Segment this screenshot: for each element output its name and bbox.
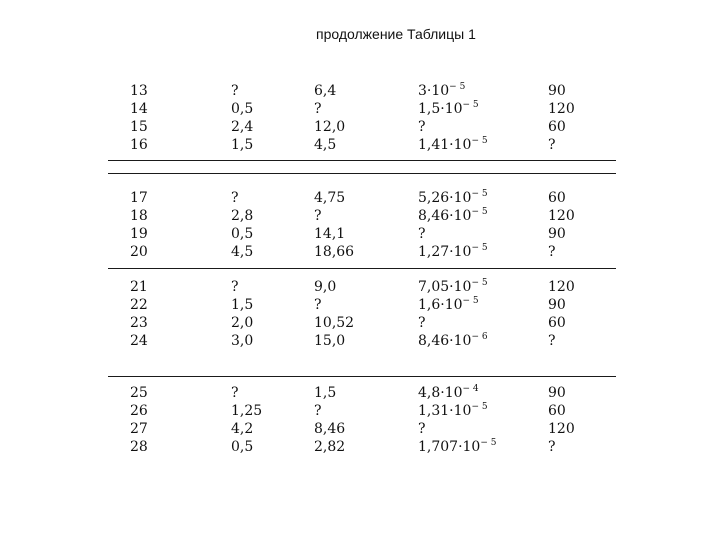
col-b-value: ? — [314, 208, 322, 224]
col-d-value: 60 — [548, 315, 566, 331]
table-row — [0, 315, 720, 332]
table-divider — [108, 376, 616, 377]
col-d-value: 90 — [548, 226, 566, 242]
col-c-base: ? — [418, 315, 426, 331]
col-c-exponent: − 5 — [471, 402, 488, 412]
col-c-exponent: − 5 — [480, 438, 497, 448]
table-row — [0, 137, 720, 154]
row-number: 18 — [130, 208, 148, 224]
col-c-value — [418, 333, 488, 350]
col-b-value: ? — [314, 101, 322, 117]
table-row — [0, 101, 720, 118]
table-row — [0, 208, 720, 225]
row-number: 16 — [130, 137, 148, 153]
col-b-value: 10,52 — [314, 315, 355, 331]
col-b-value: ? — [314, 403, 322, 419]
col-d-value: 90 — [548, 385, 566, 401]
col-a-value: 4,2 — [231, 421, 254, 437]
col-d-value: 120 — [548, 208, 575, 224]
row-number: 26 — [130, 403, 148, 419]
table-divider — [108, 173, 616, 174]
col-d-value: ? — [548, 244, 556, 260]
col-b-value: 12,0 — [314, 119, 346, 135]
col-a-value: 1,25 — [231, 403, 263, 419]
col-c-value — [418, 101, 479, 118]
col-c-base: 1,41·10 — [418, 137, 472, 153]
table-row — [0, 83, 720, 100]
col-c-value — [418, 421, 426, 438]
col-c-base: 5,26·10 — [418, 190, 472, 206]
col-c-value — [418, 279, 488, 296]
col-a-value: ? — [231, 190, 239, 206]
col-d-value: 120 — [548, 279, 575, 295]
col-c-value — [418, 119, 426, 136]
col-d-value: ? — [548, 439, 556, 455]
col-a-value: 2,8 — [231, 208, 254, 224]
row-number: 14 — [130, 101, 148, 117]
table-row — [0, 403, 720, 420]
col-b-value: 9,0 — [314, 279, 337, 295]
col-a-value: ? — [231, 385, 239, 401]
col-d-value: 90 — [548, 297, 566, 313]
row-number: 20 — [130, 244, 148, 260]
col-b-value: 2,82 — [314, 439, 346, 455]
col-c-exponent: − 5 — [471, 278, 488, 288]
table-row — [0, 333, 720, 350]
col-c-exponent: − 5 — [462, 296, 479, 306]
col-c-base: 1,5·10 — [418, 101, 463, 117]
row-number: 24 — [130, 333, 148, 349]
row-number: 19 — [130, 226, 148, 242]
col-b-value: 18,66 — [314, 244, 355, 260]
table-divider — [108, 268, 616, 269]
col-b-value: 6,4 — [314, 83, 337, 99]
col-b-value: 1,5 — [314, 385, 337, 401]
table-row — [0, 226, 720, 243]
table-row — [0, 244, 720, 261]
col-a-value: 1,5 — [231, 137, 254, 153]
col-c-exponent: − 5 — [462, 100, 479, 110]
col-a-value: ? — [231, 279, 239, 295]
table-row — [0, 421, 720, 438]
col-c-exponent: − 4 — [462, 384, 479, 394]
table-row — [0, 190, 720, 207]
col-c-value — [418, 137, 488, 154]
col-c-value — [418, 83, 465, 100]
col-d-value: 60 — [548, 119, 566, 135]
col-b-value: 4,5 — [314, 137, 337, 153]
table-row — [0, 119, 720, 136]
col-c-value — [418, 385, 479, 402]
row-number: 28 — [130, 439, 148, 455]
row-number: 21 — [130, 279, 148, 295]
col-c-base: 1,31·10 — [418, 403, 472, 419]
col-d-value: 120 — [548, 101, 575, 117]
table-row — [0, 385, 720, 402]
col-a-value: 0,5 — [231, 101, 254, 117]
col-b-value: ? — [314, 297, 322, 313]
col-b-value: 15,0 — [314, 333, 346, 349]
col-c-base: 4,8·10 — [418, 385, 463, 401]
row-number: 25 — [130, 385, 148, 401]
col-c-base: 8,46·10 — [418, 333, 472, 349]
row-number: 22 — [130, 297, 148, 313]
col-c-exponent: − 5 — [471, 243, 488, 253]
col-c-exponent: − 5 — [471, 189, 488, 199]
col-d-value: 90 — [548, 83, 566, 99]
col-d-value: ? — [548, 137, 556, 153]
col-c-value — [418, 297, 479, 314]
col-c-value — [418, 190, 488, 207]
col-a-value: ? — [231, 83, 239, 99]
col-c-base: 1,707·10 — [418, 439, 481, 455]
table-row — [0, 439, 720, 456]
col-d-value: ? — [548, 333, 556, 349]
col-c-base: 7,05·10 — [418, 279, 472, 295]
col-c-base: ? — [418, 119, 426, 135]
col-d-value: 120 — [548, 421, 575, 437]
table-caption: продолжение Таблицы 1 — [316, 26, 476, 42]
table-row — [0, 297, 720, 314]
col-a-value: 2,4 — [231, 119, 254, 135]
col-a-value: 0,5 — [231, 226, 254, 242]
col-c-base: ? — [418, 421, 426, 437]
table-divider — [108, 160, 616, 161]
col-c-value — [418, 403, 488, 420]
row-number: 17 — [130, 190, 148, 206]
col-c-exponent: − 6 — [471, 332, 488, 342]
col-c-base: 1,27·10 — [418, 244, 472, 260]
col-a-value: 1,5 — [231, 297, 254, 313]
col-a-value: 4,5 — [231, 244, 254, 260]
col-c-exponent: − 5 — [471, 136, 488, 146]
col-c-value — [418, 226, 426, 243]
col-c-value — [418, 208, 488, 225]
row-number: 23 — [130, 315, 148, 331]
col-d-value: 60 — [548, 403, 566, 419]
row-number: 15 — [130, 119, 148, 135]
col-a-value: 0,5 — [231, 439, 254, 455]
col-c-value — [418, 315, 426, 332]
table-row — [0, 279, 720, 296]
col-c-base: 1,6·10 — [418, 297, 463, 313]
col-c-base: ? — [418, 226, 426, 242]
col-c-value — [418, 244, 488, 261]
col-d-value: 60 — [548, 190, 566, 206]
col-a-value: 2,0 — [231, 315, 254, 331]
col-c-base: 8,46·10 — [418, 208, 472, 224]
col-b-value: 14,1 — [314, 226, 346, 242]
row-number: 13 — [130, 83, 148, 99]
col-b-value: 4,75 — [314, 190, 346, 206]
col-c-exponent: − 5 — [471, 207, 488, 217]
col-c-exponent: − 5 — [449, 82, 466, 92]
col-c-value — [418, 439, 496, 456]
col-a-value: 3,0 — [231, 333, 254, 349]
row-number: 27 — [130, 421, 148, 437]
col-c-base: 3·10 — [418, 83, 450, 99]
col-b-value: 8,46 — [314, 421, 346, 437]
